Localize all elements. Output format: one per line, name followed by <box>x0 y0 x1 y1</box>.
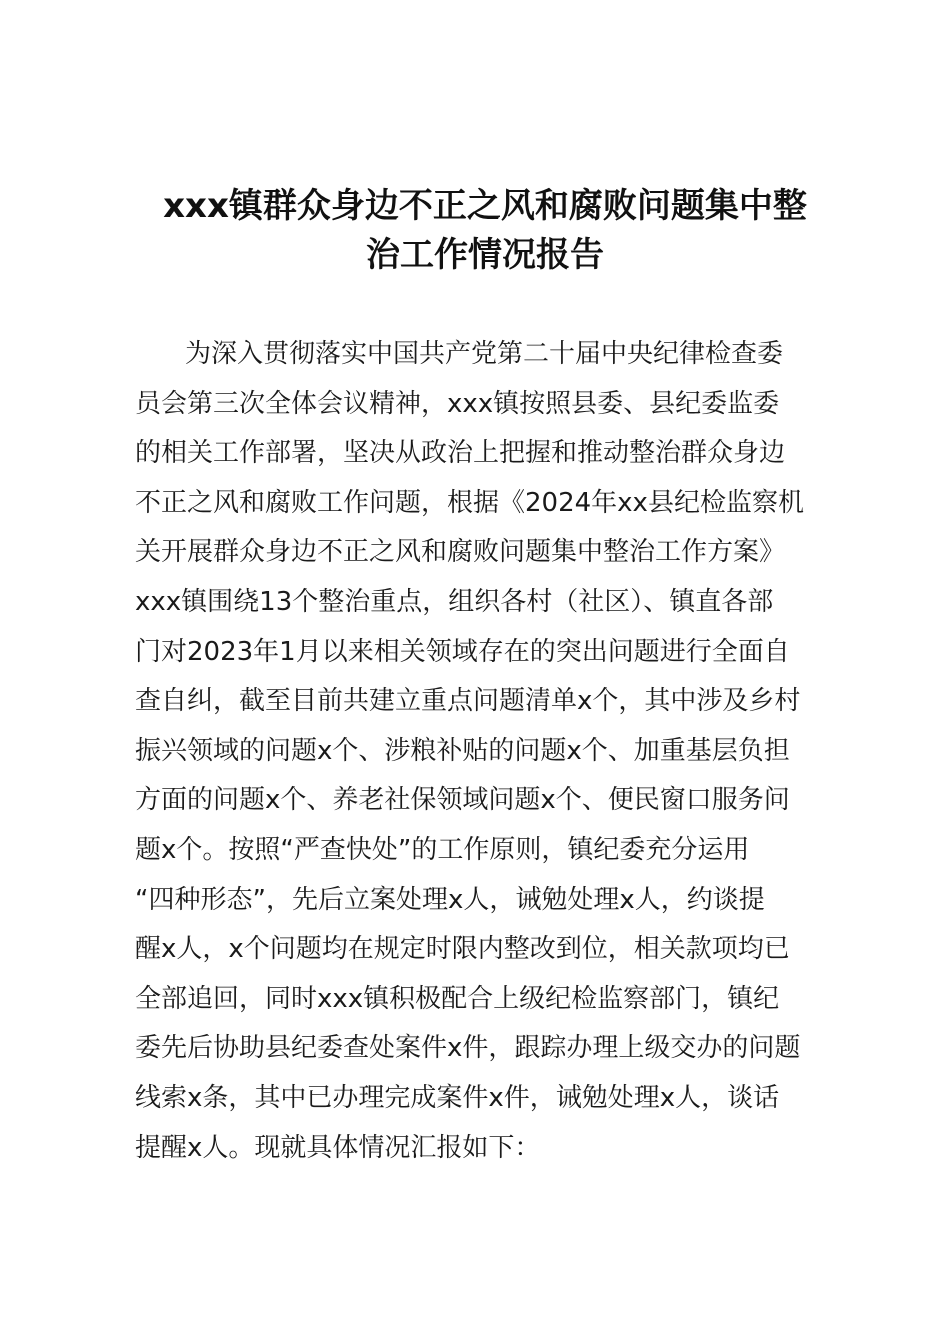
paragraph-line: 线索x条，其中已办理完成案件x件，诫勉处理x人，谈话 <box>135 1082 780 1113</box>
paragraph-line: 查自纠，截至目前共建立重点问题清单x个，其中涉及乡村 <box>135 686 801 717</box>
paragraph-line: 题x个。按照“严查快处”的工作原则，镇纪委充分运用 <box>135 834 750 865</box>
paragraph-line: 全部追回，同时xxx镇积极配合上级纪检监察部门，镇纪 <box>135 983 780 1014</box>
paragraph-line: 门对2023年1月以来相关领域存在的突出问题进行全面自 <box>135 636 790 667</box>
paragraph-line: 员会第三次全体会议精神，xxx镇按照县委、县纪委监委 <box>135 388 780 419</box>
document-title-line-1: xxx镇群众身边不正之风和腐败问题集中整 <box>163 186 807 226</box>
paragraph-line: 不正之风和腐败工作问题，根据《2024年xx县纪检监察机 <box>135 487 804 518</box>
paragraph-line: 为深入贯彻落实中国共产党第二十届中央纪律检查委 <box>185 339 784 369</box>
paragraph-line: 方面的问题x个、养老社保领域问题x个、便民窗口服务问 <box>135 785 790 816</box>
paragraph-line: 振兴领域的问题x个、涉粮补贴的问题x个、加重基层负担 <box>135 735 790 766</box>
paragraph-line: 醒x人，x个问题均在规定时限内整改到位，相关款项均已 <box>135 934 790 965</box>
paragraph-line: xxx镇围绕13个整治重点，组织各村（社区）、镇直各部 <box>135 586 774 617</box>
paragraph-line: 委先后协助县纪委查处案件x件，跟踪办理上级交办的问题 <box>135 1033 801 1064</box>
paragraph-line: 关开展群众身边不正之风和腐败问题集中整治工作方案》 <box>135 537 786 568</box>
paragraph-line: 提醒x人。现就具体情况汇报如下： <box>135 1132 541 1163</box>
body-paragraph <box>135 330 865 1173</box>
document-title-line-2: 治工作情况报告 <box>366 235 604 275</box>
paragraph-line: “四种形态”，先后立案处理x人，诫勉处理x人，约谈提 <box>135 884 765 915</box>
paragraph-line: 的相关工作部署，坚决从政治上把握和推动整治群众身边 <box>135 438 786 469</box>
